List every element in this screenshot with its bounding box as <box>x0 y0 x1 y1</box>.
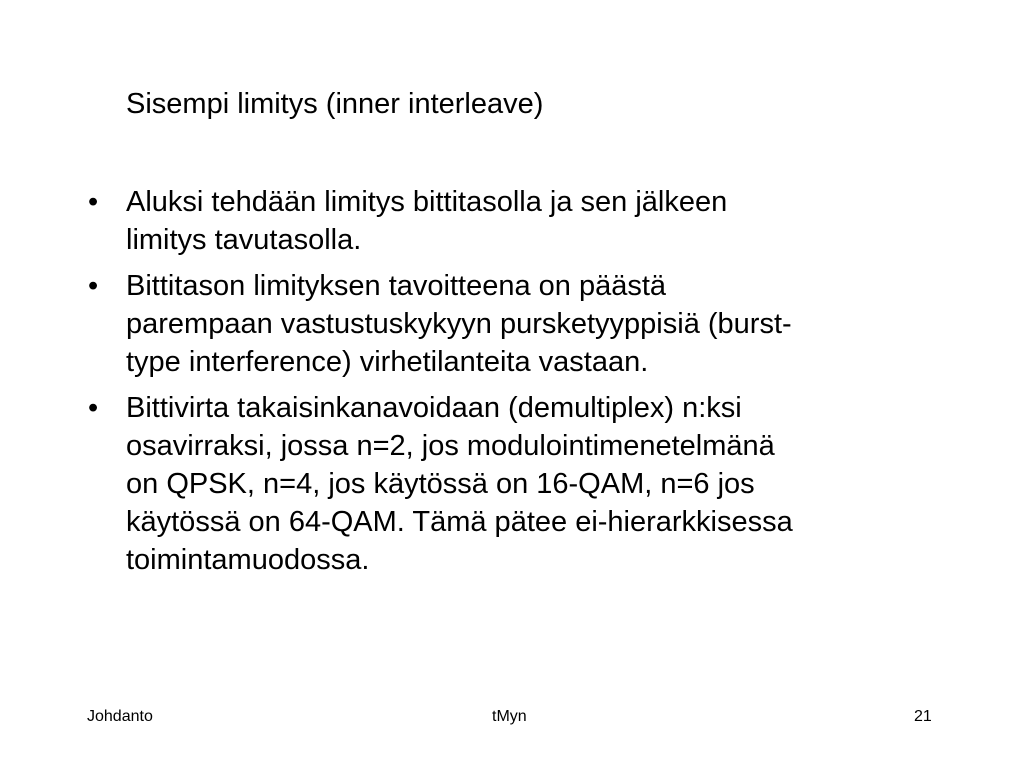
footer-author: tMyn <box>492 708 527 725</box>
bullet-line: type interference) virhetilanteita vastaan. <box>126 346 649 378</box>
bullet-line: on QPSK, n=4, jos käytössä on 16-QAM, n=6 jos <box>126 468 755 500</box>
bullet-line: Bittitason limityksen tavoitteena on päästä <box>126 270 667 302</box>
bullet-line: toimintamuodossa. <box>126 544 370 576</box>
footer-section-title: Johdanto <box>87 708 153 725</box>
slide-number: 21 <box>914 708 932 725</box>
bullet-line: osavirraksi, jossa n=2, jos modulointimenetelmänä <box>126 430 775 462</box>
bullet-point-icon: • <box>88 270 99 302</box>
bullet-line: parempaan vastustuskykyyn pursketyyppisiä (burst- <box>126 308 792 340</box>
slide-heading: Sisempi limitys (inner interleave) <box>126 88 544 120</box>
bullet-line: Aluksi tehdään limitys bittitasolla ja sen jälkeen <box>126 186 728 218</box>
bullet-point-icon: • <box>88 186 99 218</box>
bullet-line: käytössä on 64-QAM. Tämä pätee ei-hierarkkisessa <box>126 506 793 538</box>
bullet-item <box>0 389 1024 579</box>
bullet-list <box>0 183 1024 587</box>
bullet-line: Bittivirta takaisinkanavoidaan (demultiplex) n:ksi <box>126 392 742 424</box>
bullet-item <box>0 267 1024 381</box>
bullet-item <box>0 183 1024 259</box>
bullet-point-icon: • <box>88 392 99 424</box>
bullet-line: limitys tavutasolla. <box>126 224 362 256</box>
